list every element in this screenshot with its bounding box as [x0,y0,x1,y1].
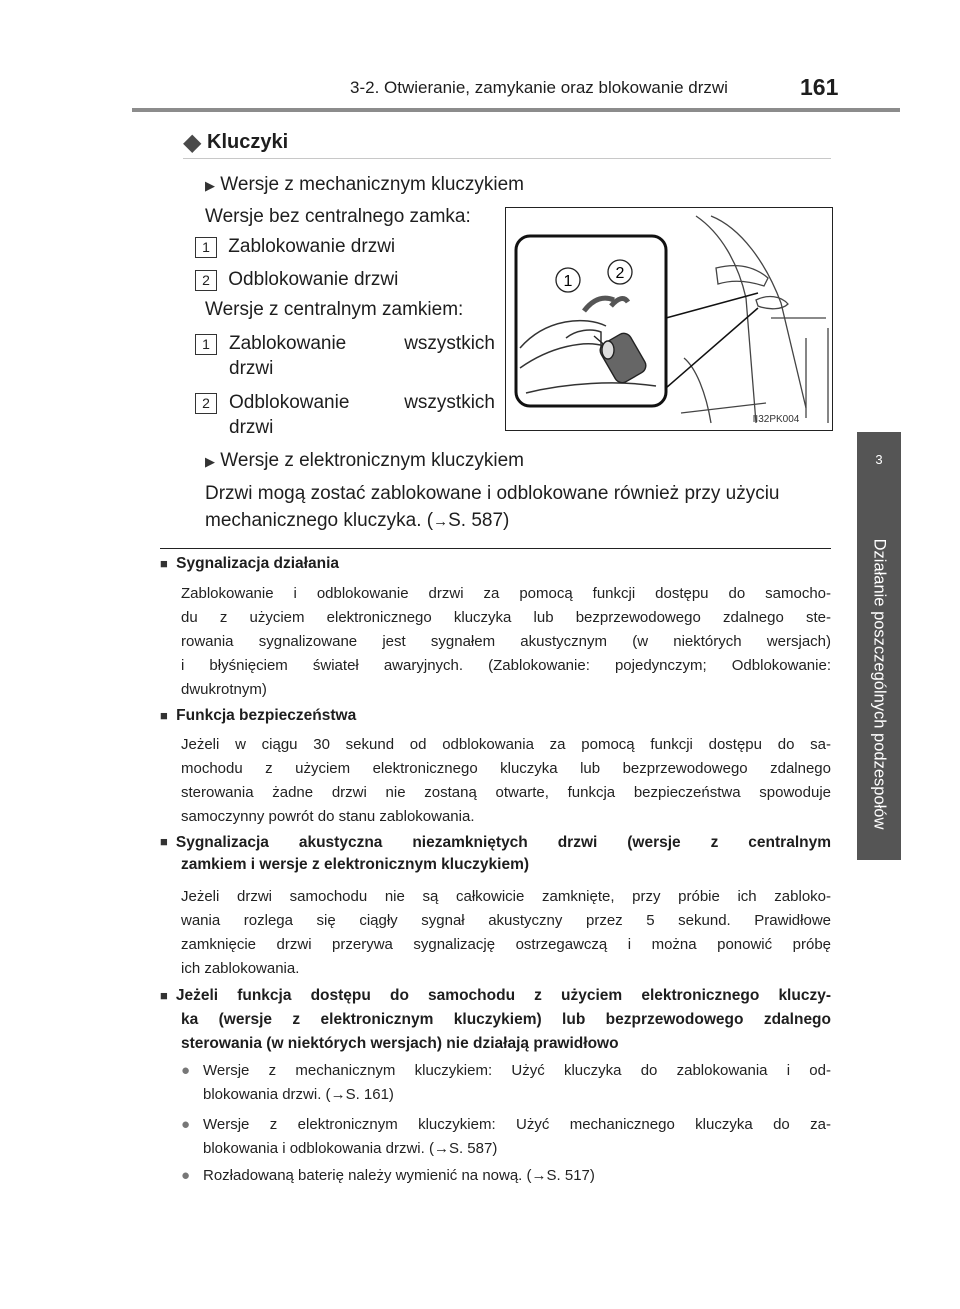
note-line: ich zablokowania. [181,960,300,977]
note-line: sterowania żadne drzwi nie zostaną otwarte, funkcja bezpieczeństwa spowoduje [181,784,831,801]
step-word: wszystkich [404,333,495,354]
step-number: 2 [195,270,217,291]
bullet-line [181,1113,831,1137]
no-central-label: Wersje bez centralnego zamka: [205,206,471,227]
note-line: samoczynny powrót do stanu zablokowania. [181,808,475,825]
section-heading: Kluczyki [207,131,289,153]
list-item [181,1113,831,1161]
step-word: Odblokowanie [229,392,350,413]
elec-subheading [205,450,524,472]
circle-bullet-icon: ● [181,1167,191,1184]
bullet-line [181,1059,831,1083]
bullet-text: Rozładowaną baterię należy wymienić na nową. ( [203,1167,532,1184]
list-item [195,333,217,355]
note-line: wania rozlega się ciągły sygnał akustyczny przez 5 sekund. Prawidłowe [181,912,831,929]
note-body [181,885,831,981]
header-rule [132,108,900,112]
note-body [181,733,831,829]
note-heading [160,555,339,573]
central-label: Wersje z centralnym zamkiem: [205,299,464,320]
elec-text: mechanicznego kluczyka. ( [205,510,434,531]
note-title: Funkcja bezpieczeństwa [176,707,357,724]
step-text: Zablokowanie drzwi [228,236,396,257]
note-heading [160,707,356,725]
note-line: dwukrotnym) [181,681,267,698]
bullet-text: Wersje z mechanicznym kluczykiem: Użyć kluczyka do zablokowania i od- [203,1062,831,1079]
page-ref-link[interactable]: S. 587) [448,510,510,531]
bullet-text: blokowania i odblokowania drzwi. ( [203,1140,434,1157]
bullet-text: Wersje z elektronicznym kluczykiem: Użyć mechanicznego kluczyka do za- [203,1116,831,1133]
note-title: sterowania (w niektórych wersjach) nie działają prawidłowo [181,1035,619,1052]
bullet-line [203,1137,831,1161]
step-number: 1 [195,237,217,258]
chapter-tab-title: Działanie poszczególnych podzespołów [870,538,889,830]
figure-code: II32PK004 [752,414,800,425]
arrow-icon: → [433,1140,449,1157]
heading-rule [183,158,831,159]
chapter-tab-number: 3 [857,432,901,508]
note-title: Sygnalizacja akustyczna niezamkniętych drzwi (wersje z centralnym [175,834,831,851]
note-line: i błyśnięciem świateł awaryjnych. (Zablokowanie: pojedynczym; Odblokowanie: [181,657,831,674]
step-text-line: drzwi [229,417,274,438]
circle-bullet-icon: ● [181,1116,191,1133]
note-line: Jeżeli drzwi samochodu nie są całkowicie zamknięte, przy próbie ich zabloko- [181,888,831,905]
arrow-icon: → [531,1167,547,1184]
key-lock-illustration [505,207,833,431]
square-bullet-icon: ■ [160,708,168,723]
step-number: 2 [195,393,217,414]
separator-rule [160,548,831,549]
page-ref-link[interactable]: S. 161) [345,1086,394,1103]
note-line: Jeżeli w ciągu 30 sekund od odblokowania za pomocą funkcji dostępu do sa- [181,736,831,753]
section-title: 3-2. Otwieranie, zamykanie oraz blokowanie drzwi [350,78,728,97]
note-line: du z użyciem elektronicznego kluczyka lub bezprzewodowego zdalnego ste- [181,609,831,626]
note-heading [160,834,831,874]
mech-subheading [205,174,524,196]
list-item [181,1164,831,1188]
note-title: ka (wersje z elektronicznym kluczykiem) lub bezprzewodowego zdalnego [181,1011,831,1028]
list-item [195,269,398,291]
figure-label-1: 1 [563,273,573,290]
arrow-icon: → [433,513,449,530]
square-bullet-icon: ■ [160,556,168,571]
car-door-drawing [506,208,832,430]
mech-subheading-text: Wersje z mechanicznym kluczykiem [220,174,525,195]
diamond-icon: ◆ [183,129,202,156]
note-heading [160,984,831,1056]
list-item [195,392,217,414]
elec-text-line [205,510,509,532]
bullet-text: blokowania drzwi. ( [203,1086,331,1103]
elec-text-line: Drzwi mogą zostać zablokowane i odblokowane również przy użyciu [205,483,780,504]
page-ref-link[interactable]: S. 587) [448,1140,498,1157]
square-bullet-icon: ■ [160,988,168,1003]
step-number: 1 [195,334,217,355]
note-line: Zablokowanie i odblokowanie drzwi za pomocą funkcji dostępu do samocho- [181,585,831,602]
note-body [181,582,831,702]
circle-bullet-icon: ● [181,1062,191,1079]
step-text-line [229,333,495,355]
elec-subheading-text: Wersje z elektronicznym kluczykiem [220,450,525,471]
note-line: rowania sygnalizowane jest sygnałem akustycznym (w niektórych wersjach) [181,633,831,650]
bullet-line [203,1083,831,1107]
note-title: Jeżeli funkcja dostępu do samochodu z użyciem elektronicznego kluczy- [175,987,831,1004]
note-title-line [160,834,831,852]
page-ref-link[interactable]: S. 517) [546,1167,595,1184]
note-line: zamknięcie drzwi przerywa sygnalizację ostrzegawczą i można ponowić próbę [181,936,831,953]
square-bullet-icon: ■ [160,834,168,849]
note-line: mochodu z użyciem elektronicznego kluczyka lub bezprzewodowego zdalnego [181,760,831,777]
triangle-right-icon: ▶ [205,178,215,193]
list-item [181,1059,831,1107]
triangle-right-icon: ▶ [205,454,215,469]
step-text: Odblokowanie drzwi [228,269,399,290]
note-title: zamkiem i wersje z elektronicznym kluczykiem) [181,856,530,873]
bullet-line [181,1164,831,1188]
step-word: wszystkich [404,392,495,413]
note-title-line [160,984,831,1008]
chapter-tab [857,508,901,860]
list-item [195,236,395,258]
step-text-line [229,392,495,414]
step-word: Zablokowanie [229,333,347,354]
step-text-line: drzwi [229,358,274,379]
page-number: 161 [800,74,839,100]
arrow-icon: → [330,1086,346,1103]
figure-label-2: 2 [615,265,625,282]
note-title: Sygnalizacja działania [176,555,339,572]
